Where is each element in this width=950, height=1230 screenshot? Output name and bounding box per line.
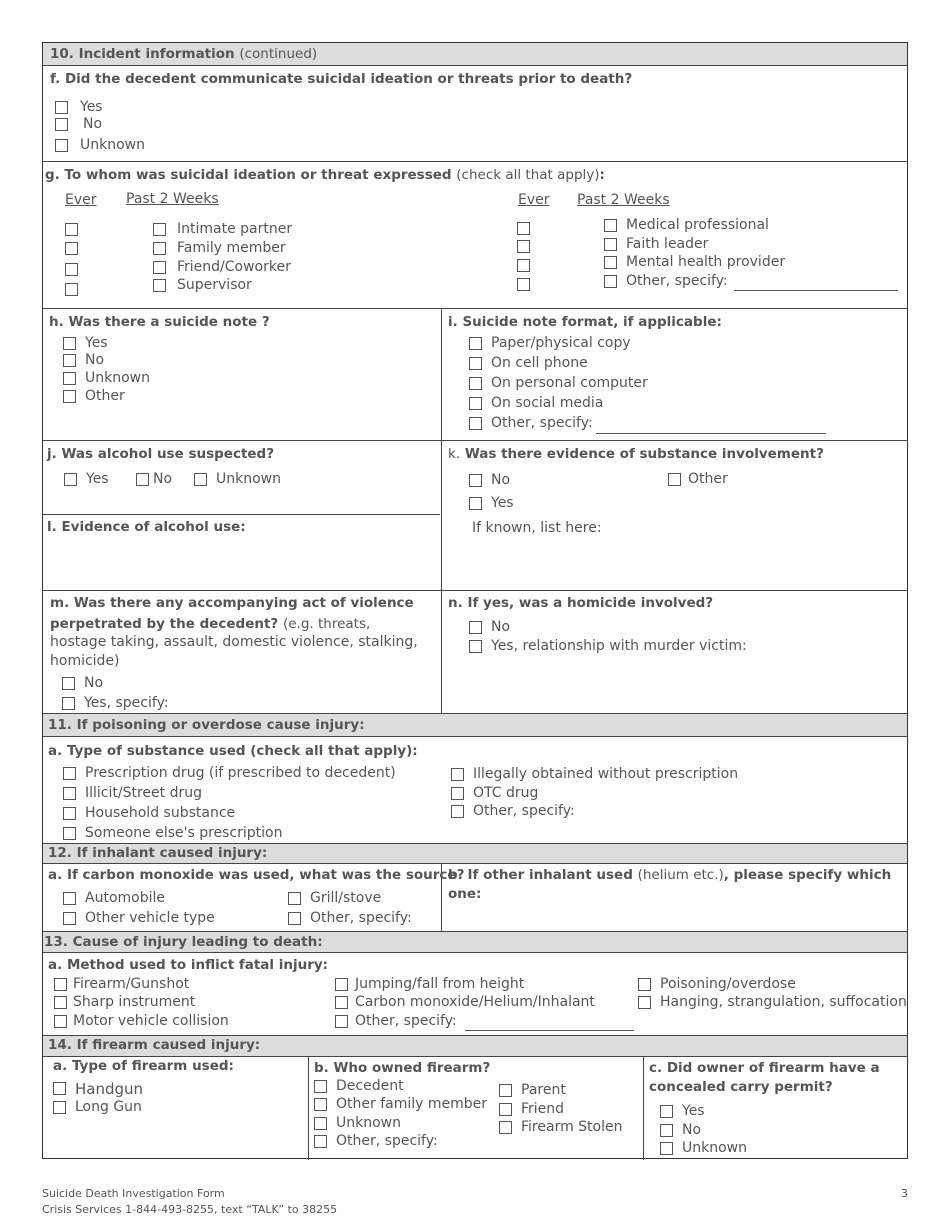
checkbox[interactable] xyxy=(469,417,482,430)
checkbox[interactable] xyxy=(194,473,207,486)
section-11-title: 11. If poisoning or overdose cause injury: xyxy=(48,717,365,733)
checkbox[interactable] xyxy=(62,677,75,690)
checkbox[interactable] xyxy=(499,1084,512,1097)
checkbox[interactable] xyxy=(64,473,77,486)
question-14c-line1: c. Did owner of firearm have a xyxy=(649,1060,880,1076)
checkbox[interactable] xyxy=(153,261,166,274)
checkbox[interactable] xyxy=(314,1080,327,1093)
k-list-label: If known, list here: xyxy=(472,520,602,536)
g-ever-checkbox-6[interactable] xyxy=(517,240,530,253)
checkbox[interactable] xyxy=(335,996,348,1009)
checkbox[interactable] xyxy=(451,768,464,781)
checkbox[interactable] xyxy=(54,1015,67,1028)
section-14-title: 14. If firearm caused injury: xyxy=(48,1037,261,1053)
checkbox[interactable] xyxy=(63,337,76,350)
section-10-title: 10. Incident information (continued) xyxy=(50,46,318,62)
g-ever-checkbox-1[interactable] xyxy=(65,223,78,236)
g-ever-label-right: Ever xyxy=(518,192,550,208)
checkbox[interactable] xyxy=(469,640,482,653)
question-14c-line2: concealed carry permit? xyxy=(649,1079,833,1095)
g-ever-checkbox-2[interactable] xyxy=(65,242,78,255)
checkbox[interactable] xyxy=(63,912,76,925)
question-12b-line2: one: xyxy=(448,886,482,902)
checkbox[interactable] xyxy=(63,827,76,840)
checkbox[interactable] xyxy=(314,1117,327,1130)
checkbox[interactable] xyxy=(153,223,166,236)
g-ever-checkbox-5[interactable] xyxy=(517,222,530,235)
checkbox[interactable] xyxy=(451,787,464,800)
question-12a: a. If carbon monoxide was used, what was the source? xyxy=(48,867,465,883)
checkbox[interactable] xyxy=(469,377,482,390)
g-ever-checkbox-4[interactable] xyxy=(65,283,78,296)
footer-crisis-line: Crisis Services 1-844-493-8255, text “TALK” to 38255 xyxy=(42,1203,338,1216)
question-m-line2: perpetrated by the decedent? (e.g. threats, xyxy=(50,616,371,632)
section-13-title: 13. Cause of injury leading to death: xyxy=(44,934,323,950)
checkbox[interactable] xyxy=(668,473,681,486)
checkbox[interactable] xyxy=(153,242,166,255)
question-14b: b. Who owned firearm? xyxy=(314,1060,491,1076)
checkbox[interactable] xyxy=(63,892,76,905)
checkbox[interactable] xyxy=(469,397,482,410)
g-ever-checkbox-7[interactable] xyxy=(517,259,530,272)
checkbox[interactable] xyxy=(288,892,301,905)
checkbox[interactable] xyxy=(55,118,68,131)
investigation-form: 10. Incident information (continued) f. Did the decedent communicate suicidal ideation or threats prior to death? Yes No Unknown g. To whom was suicidal ideation or threat expressed (check all that apply): Ever Past 2 Weeks Ever Past 2 Weeks Intimate partner Family member Friend/Coworker Supervisor Medical professional Faith leader Mental health provider Other, specify: h. Was there a suicide note ? Yes No Unknown Other i. Suicide note format, if applicable: Paper/physical copy On cell phone On personal computer On social media Other, specify: j. Was alcohol use suspected? Yes No Unknown l. Evidence of alcohol use: k. Was there evidence of substance involvement? No Other Yes If known, list here: m. Was there any accompanying act of violence perpetrated by the decedent? (e.g. threats, hostage taking, assault, domestic violence, stalking, homicide) No Yes, specify: n. If yes, was a homicide involved? No Yes, relationship with murder victim: 11. If poisoning or overdose cause injury: a. Type of substance used (check all that apply): Prescription drug (if prescribed to decedent) Illicit/Street drug Household substance Someone else's prescription Illegally obtained without prescription OTC drug Other, specify: 12. If inhalant caused injury: a. If carbon monoxide was used, what was the source? Automobile Other vehicle type Grill/stove Other, specify: b. If other inhalant used (helium etc.), please specify which one: 13. Cause of injury leading to death: a. Method used to inflict fatal injury: Firearm/Gunshot Sharp instrument Motor vehicle collision Jumping/fall from height Carbon monoxide/Helium/Inhalant Other, specify: Poisoning/overdose Hanging, strangulation, suffocation 14. If firearm caused injury: a. Type of firearm used: Handgun Long Gun b. Who owned firearm? Decedent Other family member Unknown Other, specify: Parent Friend Firearm Stolen c. Did owner of firearm have a concealed carry permit? Yes No Unknown xyxy=(42,42,908,1159)
checkbox[interactable] xyxy=(53,1101,66,1114)
checkbox[interactable] xyxy=(62,697,75,710)
page-number: 3 xyxy=(901,1187,908,1200)
checkbox[interactable] xyxy=(469,337,482,350)
checkbox[interactable] xyxy=(314,1135,327,1148)
question-m-line3: hostage taking, assault, domestic violence, stalking, xyxy=(50,634,418,650)
question-12b-line1: b. If other inhalant used (helium etc.), please specify which xyxy=(448,867,892,883)
checkbox[interactable] xyxy=(469,621,482,634)
g-ever-label-left: Ever xyxy=(65,192,97,208)
question-i: i. Suicide note format, if applicable: xyxy=(448,314,722,330)
checkbox[interactable] xyxy=(335,1015,348,1028)
checkbox[interactable] xyxy=(469,474,482,487)
checkbox[interactable] xyxy=(55,139,68,152)
question-n: n. If yes, was a homicide involved? xyxy=(448,595,714,611)
checkbox[interactable] xyxy=(136,473,149,486)
checkbox[interactable] xyxy=(604,256,617,269)
checkbox[interactable] xyxy=(63,354,76,367)
checkbox[interactable] xyxy=(63,390,76,403)
checkbox[interactable] xyxy=(499,1121,512,1134)
checkbox[interactable] xyxy=(54,996,67,1009)
checkbox[interactable] xyxy=(604,275,617,288)
checkbox[interactable] xyxy=(53,1082,66,1095)
question-h: h. Was there a suicide note ? xyxy=(49,314,270,330)
question-m-line1: m. Was there any accompanying act of violence xyxy=(50,595,414,611)
checkbox[interactable] xyxy=(54,978,67,991)
question-13a: a. Method used to inflict fatal injury: xyxy=(48,957,329,973)
i-other-specify-line[interactable] xyxy=(596,433,826,434)
g-ever-checkbox-8[interactable] xyxy=(517,278,530,291)
checkbox[interactable] xyxy=(604,219,617,232)
question-11a: a. Type of substance used (check all that apply): xyxy=(48,743,418,759)
question-14a: a. Type of firearm used: xyxy=(53,1058,234,1074)
checkbox[interactable] xyxy=(314,1098,327,1111)
g-past-label-right: Past 2 Weeks xyxy=(577,192,670,208)
g-ever-checkbox-3[interactable] xyxy=(65,263,78,276)
checkbox[interactable] xyxy=(63,767,76,780)
checkbox[interactable] xyxy=(660,1105,673,1118)
question-f: f. Did the decedent communicate suicidal ideation or threats prior to death? xyxy=(50,71,633,87)
checkbox[interactable] xyxy=(660,1124,673,1137)
footer-title: Suicide Death Investigation Form xyxy=(42,1187,225,1200)
g-past-label-left: Past 2 Weeks xyxy=(126,191,219,207)
checkbox[interactable] xyxy=(499,1103,512,1116)
g-other-specify-line[interactable] xyxy=(734,290,898,291)
checkbox[interactable] xyxy=(288,912,301,925)
checkbox[interactable] xyxy=(63,807,76,820)
13a-other-specify-line[interactable] xyxy=(465,1030,634,1031)
checkbox[interactable] xyxy=(660,1142,673,1155)
question-m-line4: homicide) xyxy=(50,653,120,669)
checkbox[interactable] xyxy=(469,357,482,370)
checkbox[interactable] xyxy=(638,996,651,1009)
checkbox[interactable] xyxy=(55,101,68,114)
question-j: j. Was alcohol use suspected? xyxy=(47,446,275,462)
checkbox[interactable] xyxy=(638,978,651,991)
checkbox[interactable] xyxy=(63,372,76,385)
question-g: g. To whom was suicidal ideation or threat expressed (check all that apply): xyxy=(45,167,605,183)
checkbox[interactable] xyxy=(335,978,348,991)
checkbox[interactable] xyxy=(153,279,166,292)
section-12-title: 12. If inhalant caused injury: xyxy=(48,845,268,861)
checkbox[interactable] xyxy=(469,497,482,510)
checkbox[interactable] xyxy=(604,238,617,251)
checkbox[interactable] xyxy=(451,805,464,818)
question-l: l. Evidence of alcohol use: xyxy=(47,519,246,535)
checkbox[interactable] xyxy=(63,787,76,800)
question-k: k. Was there evidence of substance involvement? xyxy=(448,446,824,462)
